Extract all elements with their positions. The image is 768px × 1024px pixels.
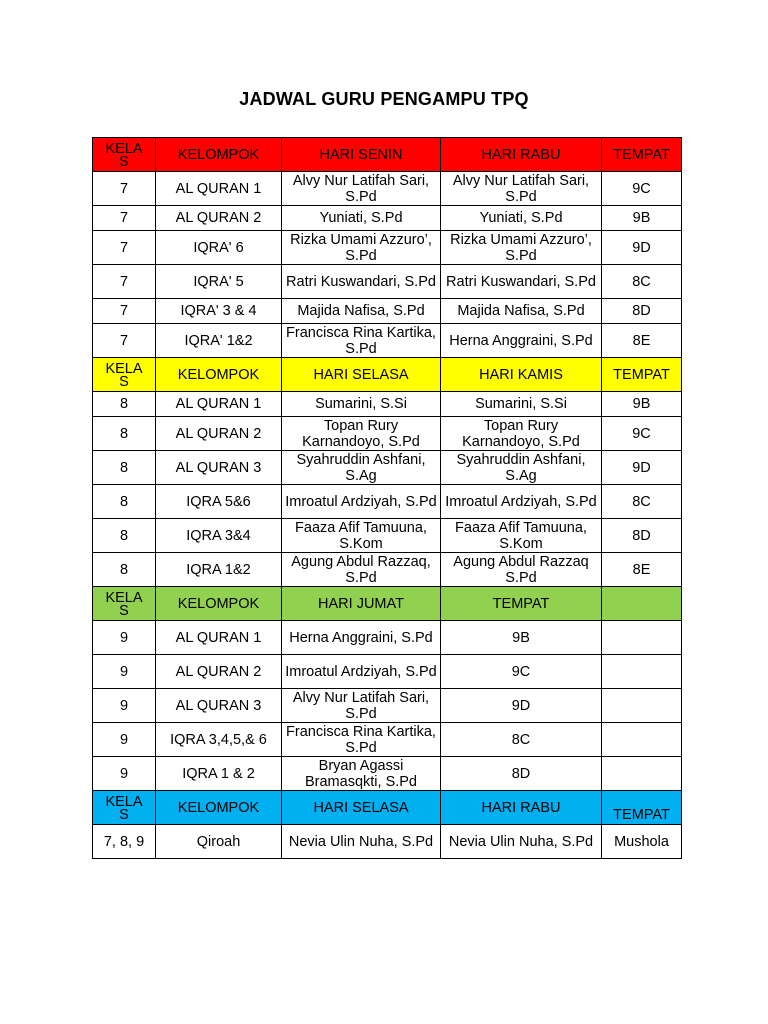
cell-hari-2: Nevia Ulin Nuha, S.Pd	[441, 825, 602, 859]
cell-kelompok: AL QURAN 2	[156, 655, 282, 689]
cell-hari-1: Agung Abdul Razzaq, S.Pd	[282, 553, 441, 587]
cell-tempat	[602, 723, 682, 757]
cell-hari-2: Sumarini, S.Si	[441, 392, 602, 417]
cell-kelompok: AL QURAN 3	[156, 689, 282, 723]
section-header-row	[93, 587, 682, 621]
cell-hari-1: Majida Nafisa, S.Pd	[282, 299, 441, 324]
cell-tempat: Mushola	[602, 825, 682, 859]
table-row	[93, 417, 682, 451]
cell-kelompok: IQRA' 6	[156, 231, 282, 265]
page-title: JADWAL GURU PENGAMPU TPQ	[239, 89, 529, 109]
cell-hari-2: Majida Nafisa, S.Pd	[441, 299, 602, 324]
cell-kelompok: AL QURAN 1	[156, 621, 282, 655]
cell-hari-2: 9B	[441, 621, 602, 655]
cell-tempat: 9C	[602, 172, 682, 206]
header-hari-2: HARI RABU	[441, 138, 602, 172]
cell-kelas: 9	[93, 757, 156, 791]
cell-kelas: 7	[93, 324, 156, 358]
header-hari-1: HARI JUMAT	[282, 587, 441, 621]
cell-tempat	[602, 689, 682, 723]
cell-kelompok: IQRA' 5	[156, 265, 282, 299]
header-tempat: TEMPAT	[602, 791, 682, 825]
cell-tempat	[602, 757, 682, 791]
cell-hari-2: Rizka Umami Azzuro’, S.Pd	[441, 231, 602, 265]
table-row	[93, 392, 682, 417]
cell-hari-2: Faaza Afif Tamuuna, S.Kom	[441, 519, 602, 553]
cell-hari-2: Herna Anggraini, S.Pd	[441, 324, 602, 358]
header-kelas: KELAS	[93, 138, 156, 172]
table-row	[93, 825, 682, 859]
cell-hari-1: Francisca Rina Kartika, S.Pd	[282, 324, 441, 358]
cell-kelas: 8	[93, 485, 156, 519]
table-row	[93, 299, 682, 324]
header-hari-1: HARI SELASA	[282, 791, 441, 825]
cell-kelas: 7	[93, 172, 156, 206]
cell-kelompok: AL QURAN 1	[156, 172, 282, 206]
cell-hari-2: Agung Abdul Razzaq S.Pd	[441, 553, 602, 587]
table-row	[93, 757, 682, 791]
header-kelompok: KELOMPOK	[156, 791, 282, 825]
header-hari-2: HARI RABU	[441, 791, 602, 825]
cell-kelompok: IQRA' 1&2	[156, 324, 282, 358]
cell-hari-1: Bryan Agassi Bramasqkti, S.Pd	[282, 757, 441, 791]
header-kelompok: KELOMPOK	[156, 358, 282, 392]
cell-kelas: 8	[93, 417, 156, 451]
cell-hari-1: Yuniati, S.Pd	[282, 206, 441, 231]
cell-hari-1: Topan Rury Karnandoyo, S.Pd	[282, 417, 441, 451]
table-row	[93, 689, 682, 723]
cell-kelompok: Qiroah	[156, 825, 282, 859]
cell-kelas: 7	[93, 265, 156, 299]
header-hari-1: HARI SENIN	[282, 138, 441, 172]
cell-kelompok: AL QURAN 2	[156, 206, 282, 231]
header-hari-2: TEMPAT	[441, 587, 602, 621]
header-hari-1: HARI SELASA	[282, 358, 441, 392]
table-row	[93, 621, 682, 655]
cell-hari-2: 8D	[441, 757, 602, 791]
cell-hari-1: Syahruddin Ashfani, S.Ag	[282, 451, 441, 485]
cell-kelas: 9	[93, 689, 156, 723]
cell-kelompok: IQRA' 3 & 4	[156, 299, 282, 324]
cell-tempat: 9C	[602, 417, 682, 451]
cell-hari-2: 9C	[441, 655, 602, 689]
header-kelompok: KELOMPOK	[156, 138, 282, 172]
cell-kelas: 8	[93, 519, 156, 553]
cell-hari-1: Francisca Rina Kartika, S.Pd	[282, 723, 441, 757]
cell-kelompok: IQRA 3,4,5,& 6	[156, 723, 282, 757]
cell-hari-2: Alvy Nur Latifah Sari, S.Pd	[441, 172, 602, 206]
table-row	[93, 485, 682, 519]
cell-kelas: 9	[93, 655, 156, 689]
cell-tempat	[602, 621, 682, 655]
cell-kelas: 7	[93, 299, 156, 324]
cell-kelas: 7	[93, 206, 156, 231]
cell-hari-1: Rizka Umami Azzuro’, S.Pd	[282, 231, 441, 265]
cell-tempat: 9D	[602, 231, 682, 265]
table-row	[93, 206, 682, 231]
cell-hari-2: Syahruddin Ashfani, S.Ag	[441, 451, 602, 485]
cell-kelompok: IQRA 1 & 2	[156, 757, 282, 791]
cell-hari-1: Sumarini, S.Si	[282, 392, 441, 417]
cell-hari-2: 8C	[441, 723, 602, 757]
table-row	[93, 172, 682, 206]
table-row	[93, 519, 682, 553]
cell-tempat	[602, 655, 682, 689]
cell-hari-2: Yuniati, S.Pd	[441, 206, 602, 231]
cell-kelas: 8	[93, 451, 156, 485]
cell-hari-1: Ratri Kuswandari, S.Pd	[282, 265, 441, 299]
cell-tempat: 9D	[602, 451, 682, 485]
header-kelas: KELAS	[93, 587, 156, 621]
header-kelas: KELAS	[93, 791, 156, 825]
cell-kelompok: IQRA 3&4	[156, 519, 282, 553]
cell-hari-2: Topan Rury Karnandoyo, S.Pd	[441, 417, 602, 451]
cell-hari-1: Alvy Nur Latifah Sari, S.Pd	[282, 172, 441, 206]
section-header-row	[93, 791, 682, 825]
cell-tempat: 8D	[602, 519, 682, 553]
cell-hari-2: 9D	[441, 689, 602, 723]
section-header-row	[93, 138, 682, 172]
header-tempat: TEMPAT	[602, 138, 682, 172]
table-row	[93, 553, 682, 587]
cell-hari-1: Imroatul Ardziyah, S.Pd	[282, 655, 441, 689]
cell-kelompok: IQRA 1&2	[156, 553, 282, 587]
cell-hari-1: Faaza Afif Tamuuna, S.Kom	[282, 519, 441, 553]
cell-hari-1: Imroatul Ardziyah, S.Pd	[282, 485, 441, 519]
cell-kelompok: AL QURAN 3	[156, 451, 282, 485]
table-row	[93, 655, 682, 689]
header-kelompok: KELOMPOK	[156, 587, 282, 621]
cell-tempat: 9B	[602, 206, 682, 231]
table-row	[93, 723, 682, 757]
cell-kelas: 9	[93, 723, 156, 757]
table-row	[93, 265, 682, 299]
cell-kelas: 7	[93, 231, 156, 265]
cell-hari-2: Ratri Kuswandari, S.Pd	[441, 265, 602, 299]
table-row	[93, 451, 682, 485]
cell-kelas: 8	[93, 392, 156, 417]
cell-kelompok: AL QURAN 2	[156, 417, 282, 451]
section-header-row	[93, 358, 682, 392]
cell-hari-1: Herna Anggraini, S.Pd	[282, 621, 441, 655]
cell-tempat: 8D	[602, 299, 682, 324]
cell-kelompok: AL QURAN 1	[156, 392, 282, 417]
cell-hari-1: Nevia Ulin Nuha, S.Pd	[282, 825, 441, 859]
schedule-table	[92, 137, 682, 859]
cell-kelas: 7, 8, 9	[93, 825, 156, 859]
cell-kelas: 8	[93, 553, 156, 587]
cell-tempat: 8C	[602, 485, 682, 519]
table-row	[93, 231, 682, 265]
header-kelas: KELAS	[93, 358, 156, 392]
table-row	[93, 324, 682, 358]
header-hari-2: HARI KAMIS	[441, 358, 602, 392]
cell-hari-2: Imroatul Ardziyah, S.Pd	[441, 485, 602, 519]
cell-tempat: 8E	[602, 324, 682, 358]
header-tempat	[602, 587, 682, 621]
cell-tempat: 9B	[602, 392, 682, 417]
cell-kelompok: IQRA 5&6	[156, 485, 282, 519]
header-tempat: TEMPAT	[602, 358, 682, 392]
cell-tempat: 8C	[602, 265, 682, 299]
cell-hari-1: Alvy Nur Latifah Sari, S.Pd	[282, 689, 441, 723]
cell-kelas: 9	[93, 621, 156, 655]
cell-tempat: 8E	[602, 553, 682, 587]
